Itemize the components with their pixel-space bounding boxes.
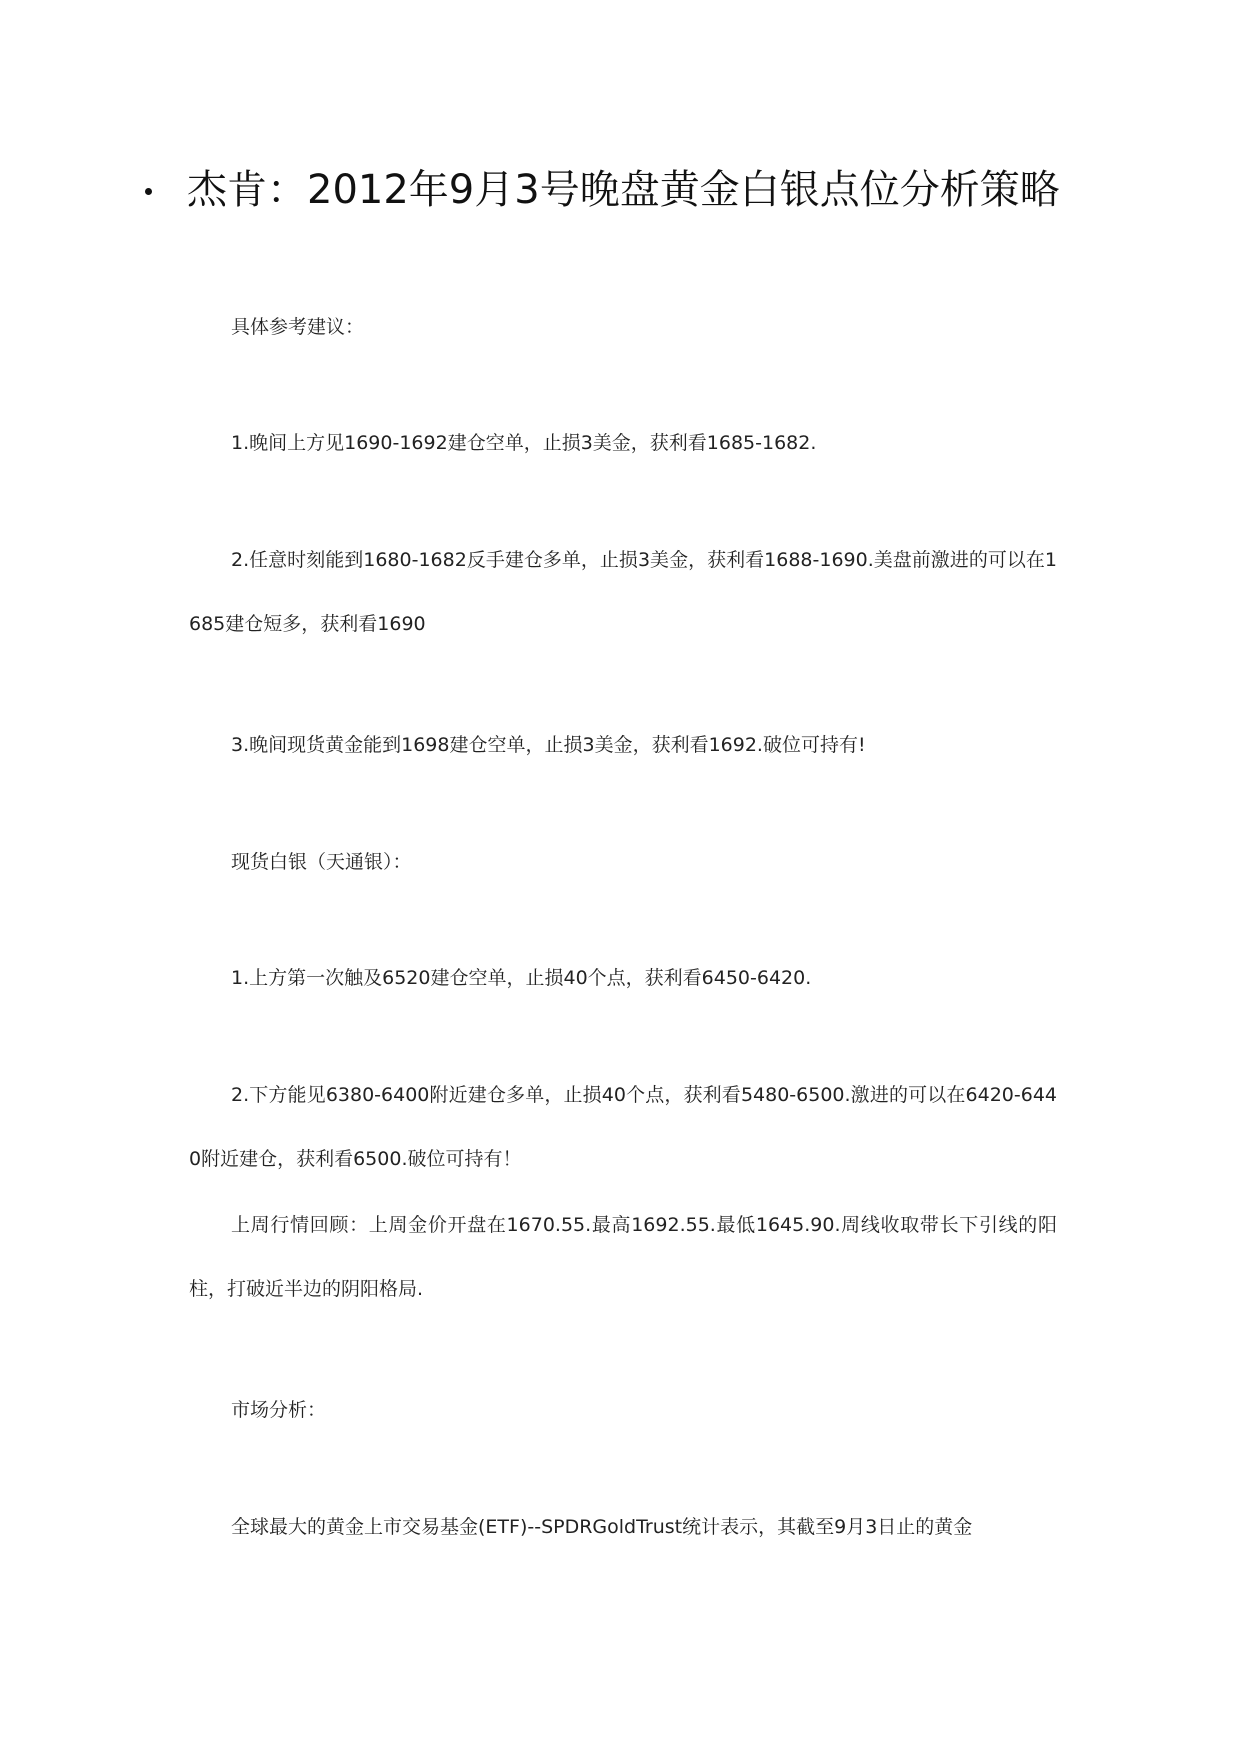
paragraph-market-heading: 市场分析： [231,1399,327,1421]
paragraph-silver-2: 2.下方能见6380-6400附近建仓多单，止损40个点，获利看5480-6500.激进的可以在6420-6440附近建仓，获利看6500.破位可持有！ [189,1084,1057,1170]
paragraph-gold-1: 1.晚间上方见1690-1692建仓空单，止损3美金，获利看1685-1682. [231,432,817,454]
title-row [145,160,1145,220]
paragraph-silver-1: 1.上方第一次触及6520建仓空单，止损40个点，获利看6450-6420. [231,967,812,989]
paragraph-gold-3: 3.晚间现货黄金能到1698建仓空单，止损3美金，获利看1692.破位可持有! [231,734,866,756]
bullet-icon [145,188,152,195]
paragraph-market-analysis: 全球最大的黄金上市交易基金(ETF)--SPDRGoldTrust统计表示，其截至9月3日止的黄金 [231,1516,973,1538]
paragraph-silver-heading: 现货白银（天通银）： [231,851,412,873]
paragraph-weekly-review: 上周行情回顾：上周金价开盘在1670.55.最高1692.55.最低1645.90.周线收取带长下引线的阳柱，打破近半边的阴阳格局. [189,1214,1057,1300]
paragraph-gold-2: 2.任意时刻能到1680-1682反手建仓多单，止损3美金，获利看1688-1690.美盘前激进的可以在1685建仓短多，获利看1690 [189,549,1057,635]
paragraph-advice-heading: 具体参考建议： [231,316,365,338]
page-title: 杰肯：2012年9月3号晚盘黄金白银点位分析策略 [187,167,1060,213]
